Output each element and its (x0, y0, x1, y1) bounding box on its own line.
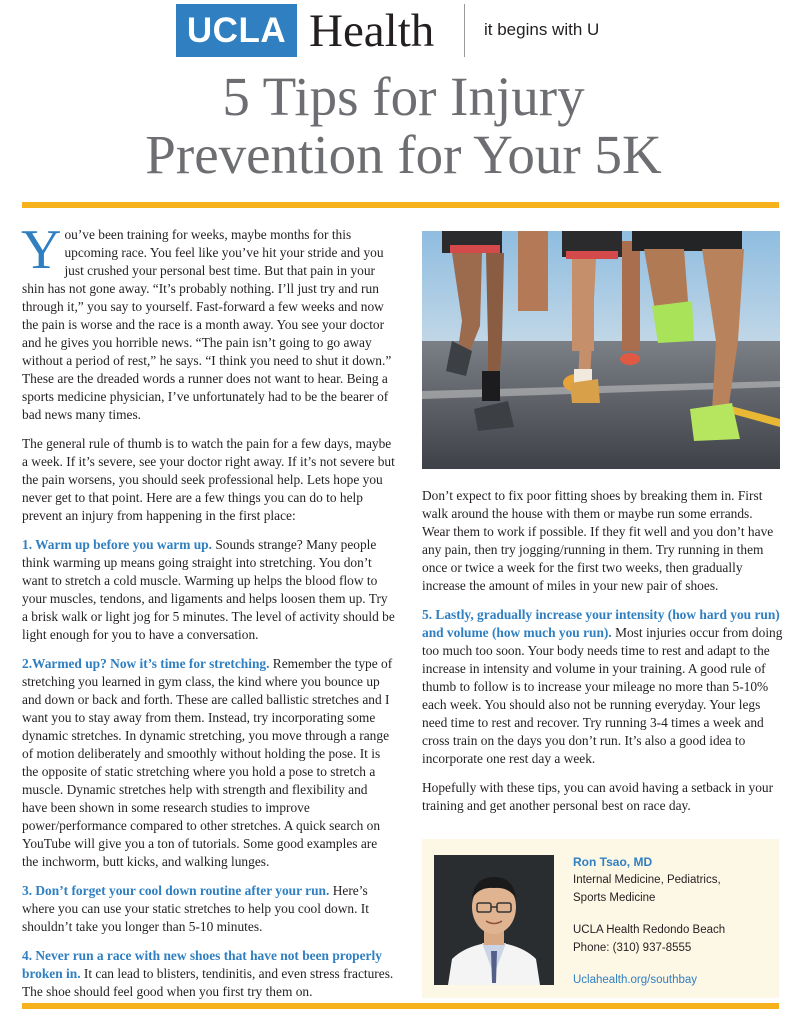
tip-5 (422, 606, 783, 768)
health-wordmark: Health (309, 5, 435, 57)
closing-paragraph: Hopefully with these tips, you can avoid having a setback in your training and get another personal best on race day. (422, 780, 774, 813)
author-phone: Phone: (310) 937-8555 (573, 942, 692, 954)
author-specialty-1: Internal Medicine, Pediatrics, (573, 874, 721, 886)
tip-5-heading: 5. Lastly, gradually increase your intensity (how hard you run) and volume (how much you run). (422, 607, 780, 640)
author-info-spacer-2 (573, 957, 773, 971)
right-column (422, 487, 783, 826)
tip-2-heading: 2.Warmed up? Now it’s time for stretching. (22, 656, 270, 671)
author-photo (434, 855, 554, 985)
title-line-1: 5 Tips for Injury (222, 66, 585, 127)
page-title (0, 68, 807, 184)
header (0, 0, 807, 62)
tip-3-heading: 3. Don’t forget your cool down routine after your run. (22, 883, 330, 898)
tip-3-body: Here’s where you can use your static stretches to help you cool down. It shouldn’t take you longer than 5-10 minutes. (22, 883, 369, 934)
tip-1-heading: 1. Warm up before you warm up. (22, 537, 212, 552)
drop-cap: Y (21, 219, 62, 281)
tip-3 (22, 882, 396, 936)
tip-5-body: Most injuries occur from doing too much too soon. Your body needs time to rest and adapt to the increase in intensity and volume in your training. A good rule of thumb to follow is to increase your mileage no more than 5-10% each week. You should also not be running everyday. Your legs need time to rest and recover. Try running 3-4 times a week and cross train on the days you don’t run. It’s also a good idea to incorporate one rest day a week. (422, 625, 783, 766)
runners-illustration (422, 231, 780, 469)
tagline: it begins with U (484, 20, 600, 39)
tip-2 (22, 655, 396, 871)
author-website-link[interactable]: Uclahealth.org/southbay (573, 974, 698, 986)
shoes-paragraph: Don’t expect to fix poor fitting shoes by breaking them in. First walk around the house with them or maybe run some errands. Wear them to work if possible. If they fit well and you don’t have any pain, then try jogging/running in them. Try running in them once or twice a week for the first two weeks, then gradually increase the amount of miles in your new pair of shoes. (422, 488, 774, 593)
left-column (21, 219, 396, 1012)
tip-2-body: Remember the type of stretching you learned in gym class, the kind where you bounce up and down or back and forth. These are called ballistic stretches and I want you to stay away from them. Instead, try incorporating some dynamic stretches. In dynamic stretching, you move through a range of motion deliberately and smoothly without holding the pose. It is the opposite of static stretching where you hold a pose to stretch a muscle. Dynamic stretches help with strength and flexibility and have been shown in some research studies to improve power/performance compared to other stretches. A quick search on YouTube will give you a ton of tutorials. Some good examples are the inchworm, butt kicks, and walking lunges. (22, 656, 393, 869)
rule-of-thumb-paragraph: The general rule of thumb is to watch the pain for a few days, maybe a week. If it’s severe, see your doctor right away. If it’s not severe but the pain worsens, you should seek professional help. Lets hope you never get to that point. Here are a few things you can do to help prevent an injury from happening in the first place: (22, 436, 395, 523)
author-box (422, 839, 779, 998)
doctor-portrait-illustration (434, 855, 554, 985)
intro-paragraph (21, 219, 396, 424)
author-name: Ron Tsao, MD (573, 855, 653, 869)
title-line-2: Prevention for Your 5K (145, 124, 662, 185)
author-info (573, 853, 773, 989)
bottom-divider-rule (22, 1003, 779, 1009)
tip-4-heading: 4. Never run a race with new shoes that have not been properly broken in. (22, 948, 382, 981)
tip-4 (22, 947, 396, 1001)
author-location: UCLA Health Redondo Beach (573, 924, 726, 936)
tip-4-body: It can lead to blisters, tendinitis, and even stress fractures. The shoe should feel good when you first try them on. (22, 966, 394, 999)
ucla-logo-box: UCLA (176, 4, 297, 57)
top-divider-rule (22, 202, 779, 208)
header-divider (464, 4, 465, 57)
author-info-spacer (573, 907, 773, 921)
runners-photo (422, 231, 780, 469)
tip-1 (22, 536, 396, 644)
author-specialty-2: Sports Medicine (573, 892, 656, 904)
intro-text: ou’ve been training for weeks, maybe months for this upcoming race. You feel like you’ve hit your stride and you just crushed your personal best time. But that pain in your shin has not gone away. “It’s probably nothing. I’ll just try and run through it,” you say to yourself. Fast-forward a few weeks and now the pain is worse and the race is a month away. You see your doctor and he gives you horrible news. “The pain isn’t going to go away without a period of rest,” he says. “I think you need to shut it down.” These are the dreaded words a runner does not want to hear. Being a sports medicine physician, I’ve unfortunately had to be the bearer of bad news many times. (22, 227, 392, 422)
tip-1-body: Sounds strange? Many people think warming up means going straight into stretching. You don’t want to stretch a cold muscle. Warming up helps the blood flow to your muscles, tendons, and ligaments and helps loosen them up. Try a brisk walk or light jog for 5 minutes. The level of activity should be light enough for you to have a conversation. (22, 537, 395, 642)
